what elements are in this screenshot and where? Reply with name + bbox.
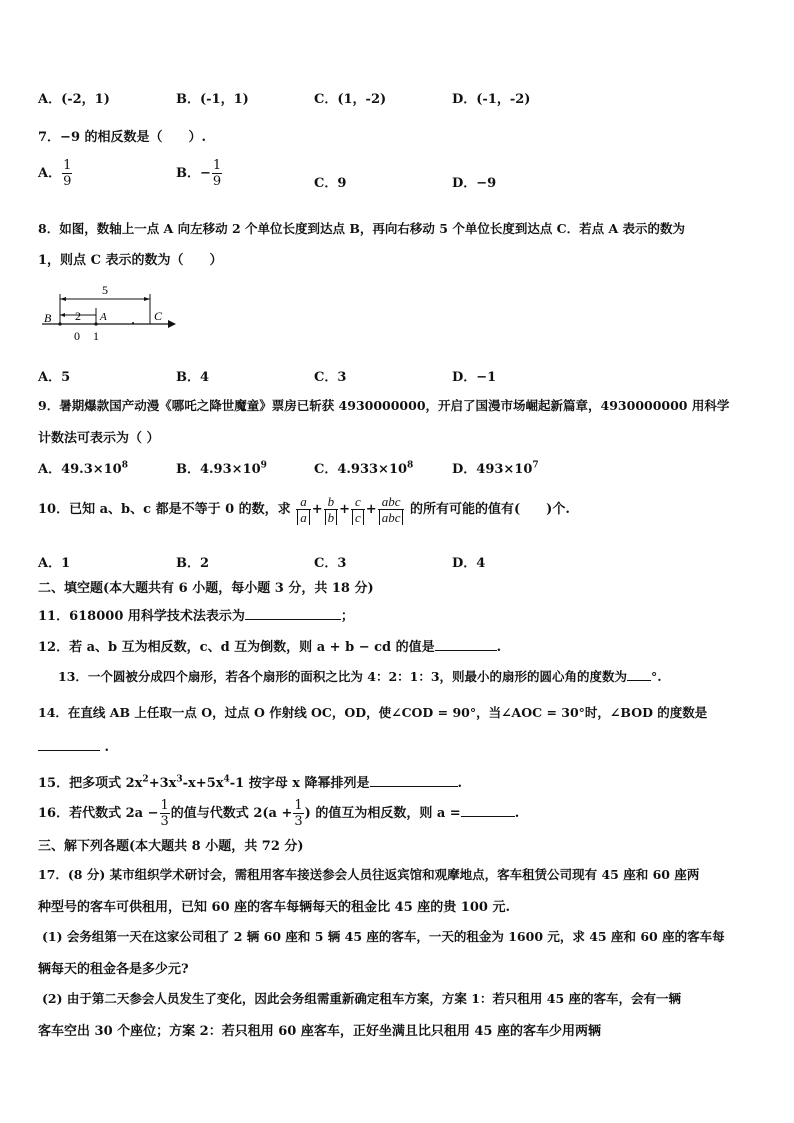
section-2-heading: 二、填空题(本大题共有 6 小题，每小题 3 分，共 18 分) <box>38 581 374 596</box>
q7-stem: 7．−9 的相反数是（ ）. <box>38 130 207 145</box>
q8-stem-line1: 8．如图，数轴上一点 A 向左移动 2 个单位长度到达点 B，再向右移动 5 个单位长度到达点 C．若点 A 表示的数为 <box>38 221 686 236</box>
q7-option-a: A． $\frac{1}{9}$ <box>38 158 72 189</box>
q11-answer-blank <box>245 619 341 620</box>
q17-line2: 种型号的客车可供租用，已知 60 座的客车每辆每天的租金比 45 座的贵 100 元. <box>38 900 510 915</box>
label-5: 5 <box>102 283 108 297</box>
q8-stem-line2: 1，则点 C 表示的数为（ ） <box>38 253 223 268</box>
q8-option-b: B．4 <box>176 370 210 385</box>
q7-option-d: D．−9 <box>452 176 497 191</box>
q17-part2-line2: 客车空出 30 个座位；方案 2：若只租用 60 座客车，正好坐满且比只租用 45 座的客车少用两辆 <box>38 1024 601 1039</box>
q11: 11．618000 用科学技术法表示为 ； <box>38 609 354 624</box>
label-2: 2 <box>75 309 81 323</box>
q12-answer-blank <box>435 650 497 651</box>
q17-part1-line2: 辆每天的租金各是多少元? <box>38 962 189 977</box>
q10-stem: 10．已知 a、b、c 都是不等于 0 的数，求 $\frac{a}{a}$ + $\frac{b}{b}$ + $\frac{c}{c}$ + $\frac{\text{abc}}{\text{abc}}$ 的所有可能的值有( )个. <box>38 494 570 525</box>
q17-part1-line1: (1) 会务组第一天在这家公司租了 2 辆 60 座和 5 辆 45 座的客车，一天的租金为 1600 元，求 45 座和 60 座的客车每 <box>42 929 725 944</box>
q16: 16．若代数式 2a − $\frac{1}{3}$ 的值与代数式 2(a + $\frac{1}{3}$ ) 的值互为相反数，则 a = . <box>38 798 520 829</box>
q9-option-c: C．$4.933\times 10^8$ <box>314 460 414 477</box>
q6-option-c: C．(1，-2) <box>314 92 387 107</box>
q8-option-a: A．5 <box>38 370 71 385</box>
number-line-arrow <box>168 320 176 328</box>
q15-answer-blank <box>370 786 458 787</box>
q12: 12．若 a、b 互为相反数，c、d 互为倒数，则 a + b − cd 的值是 . <box>38 640 502 655</box>
section-3-heading: 三、解下列各题(本大题共 8 小题，共 72 分) <box>38 839 304 854</box>
q9-option-b: B．$4.93\times 10^9$ <box>176 460 267 477</box>
q17-part2-line1: (2) 由于第二天参会人员发生了变化，因此会务组需重新确定租车方案，方案 1：若只租用 45 座的客车，会有一辆 <box>42 991 682 1006</box>
q10-option-b: B．2 <box>176 556 210 571</box>
q9-stem-line2: 计数法可表示为（ ） <box>38 431 160 446</box>
q9-stem-line1: 9．暑期爆款国产动漫《哪吒之降世魔童》票房已斩获 4930000000，开启了国漫市场崛起新篇章，4930000000 用科学 <box>38 398 730 413</box>
q9-option-a: A．$49.3\times 10^8$ <box>38 460 128 477</box>
q9-option-d: D．$493\times 10^7$ <box>452 460 539 477</box>
label-c: C <box>154 309 163 323</box>
q14-line1: 14．在直线 AB 上任取一点 O，过点 O 作射线 OC，OD，使∠COD = 90°，当∠AOC = 30°时，∠BOD 的度数是 <box>38 705 708 720</box>
label-1: 1 <box>93 329 99 343</box>
q16-answer-blank <box>461 816 515 817</box>
label-b: B <box>44 311 52 325</box>
q6-option-b: B．(-1，1) <box>176 92 249 107</box>
q17-line1: 17．(8 分) 某市组织学术研讨会，需租用客车接送参会人员往返宾馆和观摩地点，客车租赁公司现有 45 座和 60 座两 <box>38 867 700 882</box>
q7-option-b: B．− $\frac{1}{9}$ <box>176 158 222 189</box>
number-line-figure <box>38 282 188 346</box>
q7-option-c: C．9 <box>314 176 347 191</box>
q8-option-c: C．3 <box>314 370 347 385</box>
q13: 13．一个圆被分成四个扇形，若各个扇形的面积之比为 4：2：1：3，则最小的扇形的圆心角的度数为 °. <box>58 669 662 684</box>
q10-option-d: D．4 <box>452 556 486 571</box>
q13-answer-blank <box>627 680 651 681</box>
q15: 15．把多项式 $2x^2+3x^3-x+5x^4-1$ 按字母 x 降幂排列是 . <box>38 774 463 791</box>
q10-option-a: A．1 <box>38 556 71 571</box>
q14-line2: . <box>38 740 109 755</box>
q14-answer-blank <box>38 750 100 751</box>
label-0: 0 <box>74 329 80 343</box>
q8-option-d: D．−1 <box>452 370 497 385</box>
q10-option-c: C．3 <box>314 556 347 571</box>
q6-option-d: D．(-1，-2) <box>452 92 531 107</box>
q6-option-a: A．(-2，1) <box>38 92 110 107</box>
label-a: A <box>100 311 107 323</box>
